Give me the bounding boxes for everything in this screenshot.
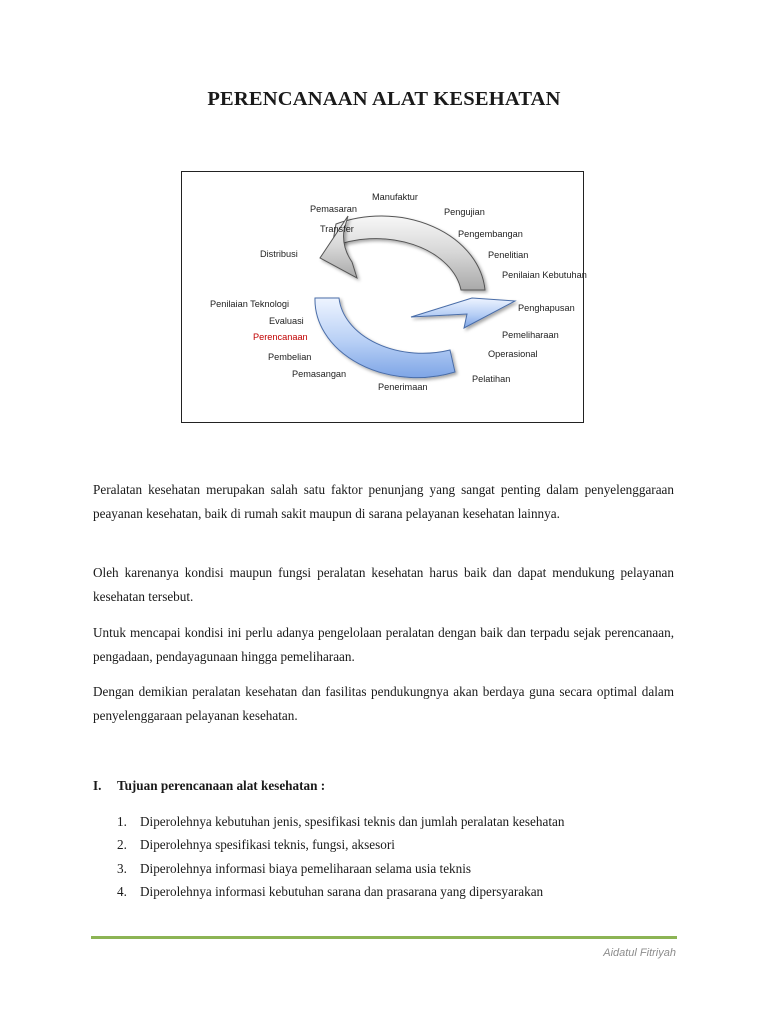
list-item-number: 2. xyxy=(117,837,127,853)
label-penilaian-teknologi: Penilaian Teknologi xyxy=(210,299,290,309)
paragraph-4: Dengan demikian peralatan kesehatan dan fasilitas pendukungnya akan berdaya guna secara optimal dalam penyelenggaraan pelayanan kesehatan. xyxy=(93,684,674,723)
label-penerimaan: Penerimaan xyxy=(378,382,428,392)
label-operasional: Operasional xyxy=(488,349,538,359)
list-item-number: 4. xyxy=(117,883,127,899)
label-pemeliharaan: Pemeliharaan xyxy=(502,330,559,340)
list-item-text: Diperolehnya spesifikasi teknis, fungsi, aksesori xyxy=(140,837,395,853)
section-number: I. xyxy=(93,778,102,793)
lifecycle-diagram xyxy=(181,171,587,423)
list-item-text: Diperolehnya informasi kebutuhan sarana dan prasarana yang dipersyarakan xyxy=(140,883,544,899)
paragraph-3: Untuk mencapai kondisi ini perlu adanya pengelolaan peralatan dengan baik dan terpadu sejak perencanaan, pengadaan, pendayagunaan hingga pemeliharaan. xyxy=(93,625,674,664)
list-item-number: 1. xyxy=(117,814,127,829)
label-pelatihan: Pelatihan xyxy=(472,374,511,384)
footer-divider xyxy=(91,936,677,939)
objectives-list xyxy=(117,812,564,905)
list-item xyxy=(117,812,564,835)
footer-author: Aidatul Fitriyah xyxy=(603,947,676,959)
label-evaluasi: Evaluasi xyxy=(269,316,304,326)
label-penelitian: Penelitian xyxy=(488,250,529,260)
label-pengujian: Pengujian xyxy=(444,207,485,217)
label-perencanaan: Perencanaan xyxy=(253,332,308,342)
list-item xyxy=(117,882,564,905)
paragraph-1: Peralatan kesehatan merupakan salah satu faktor penunjang yang sangat penting dalam penyelenggaraan peayanan kesehatan, baik di rumah sakit maupun di sarana pelayanan kesehatan lainnya. xyxy=(93,482,674,521)
section-heading xyxy=(93,776,325,796)
blue-arrow-head xyxy=(411,298,515,328)
label-penghapusan: Penghapusan xyxy=(518,303,575,313)
label-pemasangan: Pemasangan xyxy=(292,369,347,379)
list-item xyxy=(117,859,564,882)
page-title: PERENCANAAN ALAT KESEHATAN xyxy=(207,88,561,110)
label-transfer: Transfer xyxy=(320,224,354,234)
list-item-number: 3. xyxy=(117,860,127,876)
label-pengembangan: Pengembangan xyxy=(458,229,523,239)
label-pembelian: Pembelian xyxy=(268,352,312,362)
label-manufaktur: Manufaktur xyxy=(372,192,418,202)
section-heading-text: Tujuan perencanaan alat kesehatan : xyxy=(117,778,326,793)
list-item-text: Diperolehnya informasi biaya pemeliharaan selama usia teknis xyxy=(140,860,472,876)
gray-arrow-body xyxy=(332,216,485,290)
label-distribusi: Distribusi xyxy=(260,249,298,259)
label-penilaian-kebutuhan: Penilaian Kebutuhan xyxy=(502,270,587,280)
list-item xyxy=(117,835,564,858)
list-item-text: Diperolehnya kebutuhan jenis, spesifikasi teknis dan jumlah peralatan kesehatan xyxy=(140,814,565,829)
label-pemasaran: Pemasaran xyxy=(310,204,357,214)
paragraph-2: Oleh karenanya kondisi maupun fungsi peralatan kesehatan harus baik dan dapat mendukung pelayanan kesehatan tersebut. xyxy=(93,565,674,604)
